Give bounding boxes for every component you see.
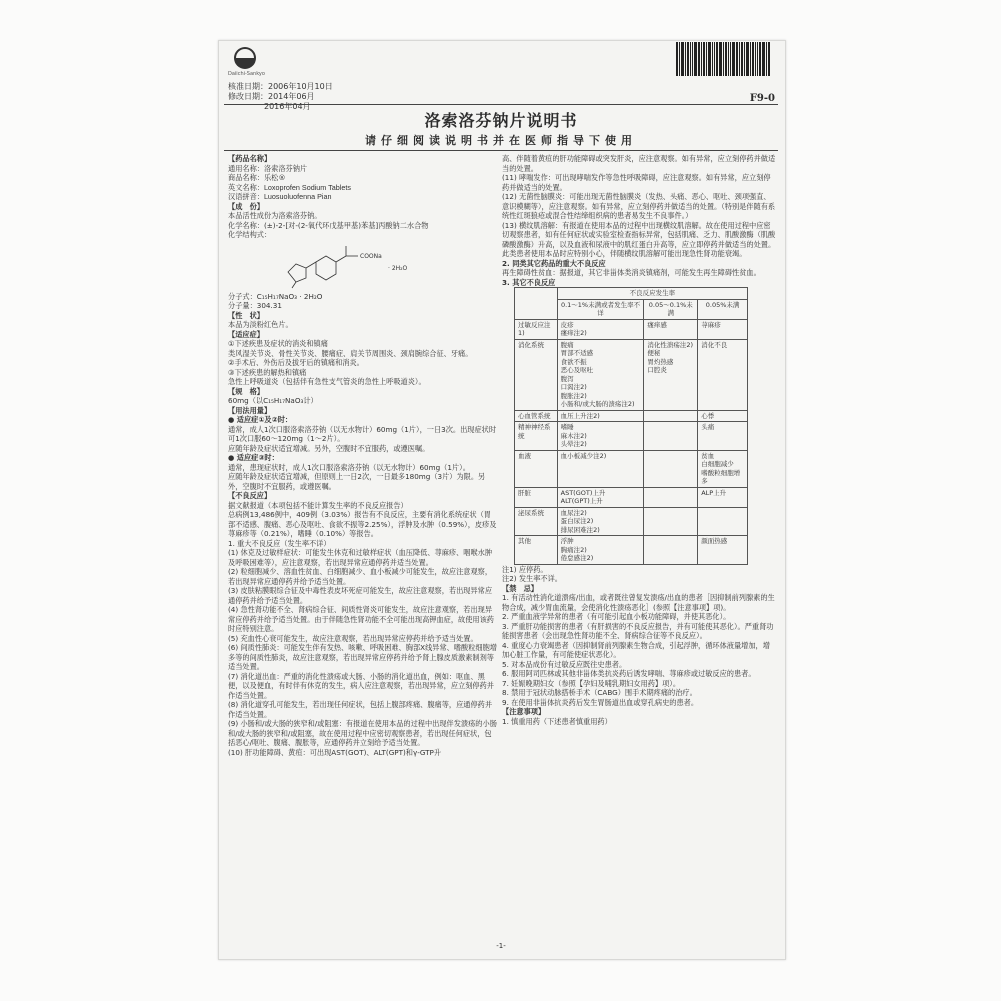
brand-name: Daiichi-Sankyo	[228, 71, 265, 77]
adverse-line: (5) 充血性心衰可能发生，故应注意观察，若出现异常应停药并给予适当处置。	[228, 633, 478, 643]
table-row-header: 心血管系统	[515, 410, 558, 422]
adverse-cont-line: 高、伴随着黄疸的肝功能障碍或突发肝炎，应注意观察。如有异常，应立刻停药并做适当的处置。	[502, 154, 776, 173]
contra-line: 3. 严重肝功能损害的患者（有肝损害的不良反应报告，并有可能使其恶化）。严重肾功能损害患者（会出现急性肾功能不全、肾病综合征等不良反应）。	[502, 621, 774, 640]
table-row-header: 泌尿系统	[515, 507, 558, 536]
table-col-header: 0.1～1%未满或者发生率不详	[557, 299, 644, 319]
adverse-line: (10) 肝功能障碍、黄疸：可出现AST(GOT)、ALT(GPT)和γ-GTP升	[228, 747, 442, 757]
table-cell	[644, 410, 698, 422]
usage-line: ● 适应症①及②时：	[228, 415, 293, 424]
adverse-cont-line: 2. 同类其它药品的重大不良反应	[502, 258, 606, 268]
table-row-header: 其他	[515, 536, 558, 565]
date-revised-2: 2016年04月	[264, 102, 311, 111]
adverse-cont-line: 3. 其它不良反应	[502, 277, 556, 287]
structure-coona-label: COONa	[360, 252, 382, 260]
structure-diagram-icon	[278, 242, 388, 290]
date-approved: 核准日期：2006年10月10日	[228, 82, 333, 91]
date-revised-1: 修改日期：2014年06月	[228, 92, 315, 101]
molecular-formula: 分子式：C₁₅H₁₇NaO₃ · 2H₂O	[228, 291, 323, 301]
table-row-header: 精神神经系统	[515, 422, 558, 451]
page-number: -1-	[496, 942, 506, 950]
table-note: 注1) 应停药。	[502, 564, 548, 574]
left-column	[228, 154, 498, 757]
usage-line: ● 适应症③时：	[228, 453, 279, 462]
table-cell	[644, 422, 698, 451]
table-cell	[644, 536, 698, 565]
contra-line: 6. 服用阿司匹林或其他非甾体类抗炎药后诱发哮喘、荨麻疹或过敏反应的患者。	[502, 669, 756, 678]
section-heading-contraindications: 【禁 忌】	[502, 583, 538, 593]
contra-line: 4. 重度心力衰竭患者（因抑制肾前列腺素生物合成，引起浮肿，循环体液量增加，增加心脏工作量，有可能使症状恶化）。	[502, 640, 770, 659]
usage-line: 应随年龄及症状适宜增减。另外，空腹时不宜服药，或遵医嘱。	[228, 443, 430, 453]
adverse-line: (9) 小肠和/或大肠的狭窄和/或阻塞：有报道在使用本品的过程中出现伴发溃疡的小肠和/或大肠的狭窄和/或阻塞，故在使用过程中应密切观察患者，若出现任何症状，包括恶心/呕吐、腹痛、腹胀等，应通停药并立刻给予适当处置。	[228, 719, 497, 747]
chemical-name: 化学名称：(±)-2-[对-(2-氧代环戊基甲基)苯基]丙酸钠二水合物	[228, 220, 429, 230]
section-heading-indications: 【适应症】	[228, 329, 264, 339]
table-cell: 血尿注2) 蛋白尿注2) 排尿困难注2)	[557, 507, 644, 536]
caution-line: 1. 慎重用药（下述患者慎重用药）	[502, 716, 612, 726]
table-cell: 消化不良	[698, 339, 748, 410]
adverse-line: (2) 粒细胞减少、溶血性贫血、白细胞减少、血小板减少可能发生，故应注意观察，若出现异常应通停药并给予适当处置。	[228, 567, 493, 586]
table-cell	[644, 487, 698, 507]
table-cell: AST(GOT)上升 ALT(GPT)上升	[557, 487, 644, 507]
adverse-line: (3) 皮肤粘膜眼综合征及中毒性表皮坏死症可能发生，故应注意观察，若出现异常应通停药并给予适当处置。	[228, 586, 493, 605]
section-heading-ingredients: 【成 份】	[228, 201, 264, 211]
usage-line: 通常，成人1次口服洛索洛芬钠（以无水物计）60mg（1片），一日3次。出现症状时可1次口服60～120mg（1～2片）。	[228, 424, 497, 443]
adverse-line: (4) 急性肾功能不全、肾病综合征、间质性肾炎可能发生，故应注意观察，若出现异常应停药并给予适当处置。由于伴随急性肾功能不全可能出现高钾血症，故使用该药时应特别注意。	[228, 605, 494, 633]
table-cell	[644, 507, 698, 536]
table-row-header: 消化系统	[515, 339, 558, 410]
table-col-header: 0.05%未满	[698, 299, 748, 319]
contra-line: 1. 有活动性消化道溃疡/出血，或者既往曾复发溃疡/出血的患者［因抑制前列腺素的生物合成，减少胃血流量，会使消化性溃疡恶化］(参照【注意事项】项)。	[502, 593, 775, 612]
table-cell: 消化性溃疡注2) 便秘 胃灼热感 口腔炎	[644, 339, 698, 410]
indication-line: ③下述疾患的解热和镇痛	[228, 367, 307, 377]
spec-text: 60mg（以C₁₅H₁₇NaO₃计）	[228, 396, 318, 405]
table-note: 注2) 发生率不详。	[502, 574, 562, 583]
structure-hydrate-label: · 2H₂O	[388, 264, 408, 272]
adverse-line: 1. 重大不良反应（发生率不详）	[228, 538, 331, 548]
table-row-header: 肝脏	[515, 487, 558, 507]
section-heading-usage: 【用法用量】	[228, 405, 272, 415]
table-cell: 颜面热感	[698, 536, 748, 565]
table-cell: 浮肿 胸痛注2) 倦怠感注2)	[557, 536, 644, 565]
divider	[224, 104, 778, 105]
section-heading-spec: 【规 格】	[228, 386, 264, 396]
indication-line: 急性上呼吸道炎（包括伴有急性支气管炎的急性上呼吸道炎）。	[228, 377, 426, 386]
usage-line: 应随年龄及症状适宜增减，但原则上一日2次，一日最多180mg（3片）为限。另外，空腹时不宜服药，或遵医嘱。	[228, 472, 486, 491]
adverse-reaction-table	[514, 287, 748, 565]
molecular-weight: 分子量：304.31	[228, 301, 282, 310]
page-title: 洛索洛芬钠片说明书	[424, 111, 578, 130]
table-row	[515, 339, 748, 410]
contra-line: 2. 严重血液学异常的患者（有可能引起血小板功能障碍，并使其恶化）。	[502, 612, 731, 621]
pinyin-name: 汉语拼音：Luosuoluofenna Pian	[228, 192, 332, 201]
table-cell: 头痛	[698, 422, 748, 451]
table-cell: 血压上升注2)	[557, 410, 644, 422]
contra-line: 8. 禁用于冠状动脉搭桥手术（CABG）围手术期疼痛的治疗。	[502, 688, 697, 697]
right-column	[502, 154, 776, 726]
table-cell: ALP上升	[698, 487, 748, 507]
daiichi-sankyo-logo-icon	[232, 45, 258, 71]
table-row	[515, 487, 748, 507]
contra-line: 7. 妊娠晚期妇女（参照【孕妇及哺乳期妇女用药】项）。	[502, 678, 681, 688]
table-row	[515, 450, 748, 487]
table-cell: 贫血 白细胞减少 嗜酸粒细胞增多	[698, 450, 748, 487]
indication-line: 类风湿关节炎、骨性关节炎、腰痛症、肩关节周围炎、颈肩腕综合征、牙痛。	[228, 348, 473, 358]
table-row	[515, 422, 748, 451]
table-body	[515, 319, 748, 564]
adverse-cont-line: (12) 无菌性脑膜炎：可能出现无菌性脑膜炎（发热、头痛、恶心、呕吐、颈项强直、意识模糊等），应注意观察。如有异常，应立刻停药并做适当的处置。（特别是伴随有系统性红斑狼疮或混合性结缔组织病的患者易发生不良事件。）	[502, 192, 776, 220]
table-cell: 皮疹 瘙痒注2)	[557, 319, 644, 339]
table-cell: 嗜睡 麻木注2) 头晕注2)	[557, 422, 644, 451]
usage-line: 通常，患现症状时，成人1次口服洛索洛芬钠（以无水物计）60mg（1片）。	[228, 462, 470, 472]
indication-line: ②手术后、外伤后及拔牙后的镇痛和消炎。	[228, 358, 364, 367]
section-heading-adverse: 【不良反应】	[228, 491, 272, 500]
table-row-header: 血液	[515, 450, 558, 487]
structure-label: 化学结构式：	[228, 230, 272, 239]
adverse-cont-line: 再生障碍性贫血：据报道，其它非甾体类消炎镇痛剂，可能发生再生障碍性贫血。	[502, 268, 761, 277]
contra-line: 5. 对本品成份有过敏反应既往史患者。	[502, 659, 627, 669]
english-name: 英文名称：Loxoprofen Sodium Tablets	[228, 182, 351, 192]
table-cell: 荨麻疹	[698, 319, 748, 339]
barcode-icon	[676, 42, 776, 76]
table-row	[515, 319, 748, 339]
adverse-line: (1) 休克及过敏样症状：可能发生休克和过敏样症状（血压降低、荨麻疹、咽喉水肿及呼吸困难等），应注意观察，若出现异常应通停药并适当处置。	[228, 548, 493, 567]
table-corner	[515, 288, 558, 320]
table-cell: 腹痛 胃部不适感 食欲不振 恶心及呕吐 腹泻 口渴注2) 腹胀注2) 小肠和/或大肠的溃疡注2)	[557, 339, 644, 410]
character-text: 本品为淡粉红色片。	[228, 320, 293, 329]
table-row	[515, 536, 748, 565]
trade-name: 商品名称：乐松®	[228, 173, 286, 182]
generic-name: 通用名称：洛索洛芬钠片	[228, 163, 308, 173]
adverse-line: (6) 间质性肺炎：可能发生伴有发热、咳嗽、呼吸困难、胸部X线异常、嗜酸粒细胞增多等的间质性肺炎，故应注意观察，若出现异常应停药并给予肾上腺皮质激素制剂等适当处置。	[228, 643, 497, 671]
ingredients-text: 本品活性成份为洛索洛芬钠。	[228, 211, 322, 220]
adverse-line: (7) 消化道出血：严重的消化性溃疡或大肠、小肠的消化道出血，例如：呕血、黑便，以及便血，有时伴有休克的发生，病人应注意观察，若出现异常，应立刻停药并作适当处置。	[228, 671, 494, 700]
chemical-structure	[228, 242, 498, 290]
table-row-header: 过敏反应注1)	[515, 319, 558, 339]
table-col-group-header: 不良反应发生率	[557, 288, 747, 300]
table-cell: 心悸	[698, 410, 748, 422]
indication-line: ①下述疾患及症状的消炎和镇痛	[228, 339, 328, 348]
adverse-line: 据文献报道（本项包括不能计算发生率的不良反应报告）	[228, 500, 408, 510]
adverse-line: (8) 消化道穿孔可能发生，若出现任何症状，包括上腹部疼痛、腹痛等，应通停药并作适当处置。	[228, 700, 493, 719]
table-row	[515, 507, 748, 536]
divider	[224, 150, 778, 151]
table-cell	[698, 507, 748, 536]
section-heading-character: 【性 状】	[228, 310, 264, 320]
table-cell	[644, 450, 698, 487]
section-heading-precautions: 【注意事项】	[502, 707, 546, 716]
section-heading-drug-name: 【药品名称】	[228, 154, 272, 163]
table-col-header: 0.05～0.1%未满	[644, 299, 698, 319]
table-cell: 血小板减少注2)	[557, 450, 644, 487]
document-code: F9-0	[749, 93, 775, 104]
page-subtitle: 请仔细阅读说明书并在医师指导下使用	[365, 134, 637, 147]
adverse-cont-line: (11) 哮喘发作：可出现哮喘发作等急性呼吸障碍，应注意观察。如有异常，应立刻停药并做适当的处置。	[502, 173, 771, 192]
adverse-line: 总病例13,486例中，409例（3.03%）报告有不良反应，主要有消化系统症状（胃部不适感、腹痛、恶心及呕吐、食欲不振等2.25%），浮肿及水肿（0.59%），皮疹及荨麻疹等（0.21%），嗜睡（0.10%）等报告。	[228, 510, 497, 538]
table-row	[515, 410, 748, 422]
contra-line: 9. 在使用非甾体抗炎药后发生胃肠道出血或穿孔病史的患者。	[502, 697, 699, 707]
table-cell: 瘙痒感	[644, 319, 698, 339]
adverse-cont-line: (13) 横纹肌溶解：有报道在使用本品的过程中出现横纹肌溶解。故在使用过程中应密切观察患者，如有任何症状或实验室检查指标异常，包括肌痛、乏力、肌酸激酶（肌酸磷酸激酶）升高，以及血液和尿液中的肌红蛋白升高等，应立即停药并做适当的处置。此类患者使用本品时应特别小心，伴随横纹肌溶解可能出现急性肾功能衰竭。	[502, 220, 776, 258]
